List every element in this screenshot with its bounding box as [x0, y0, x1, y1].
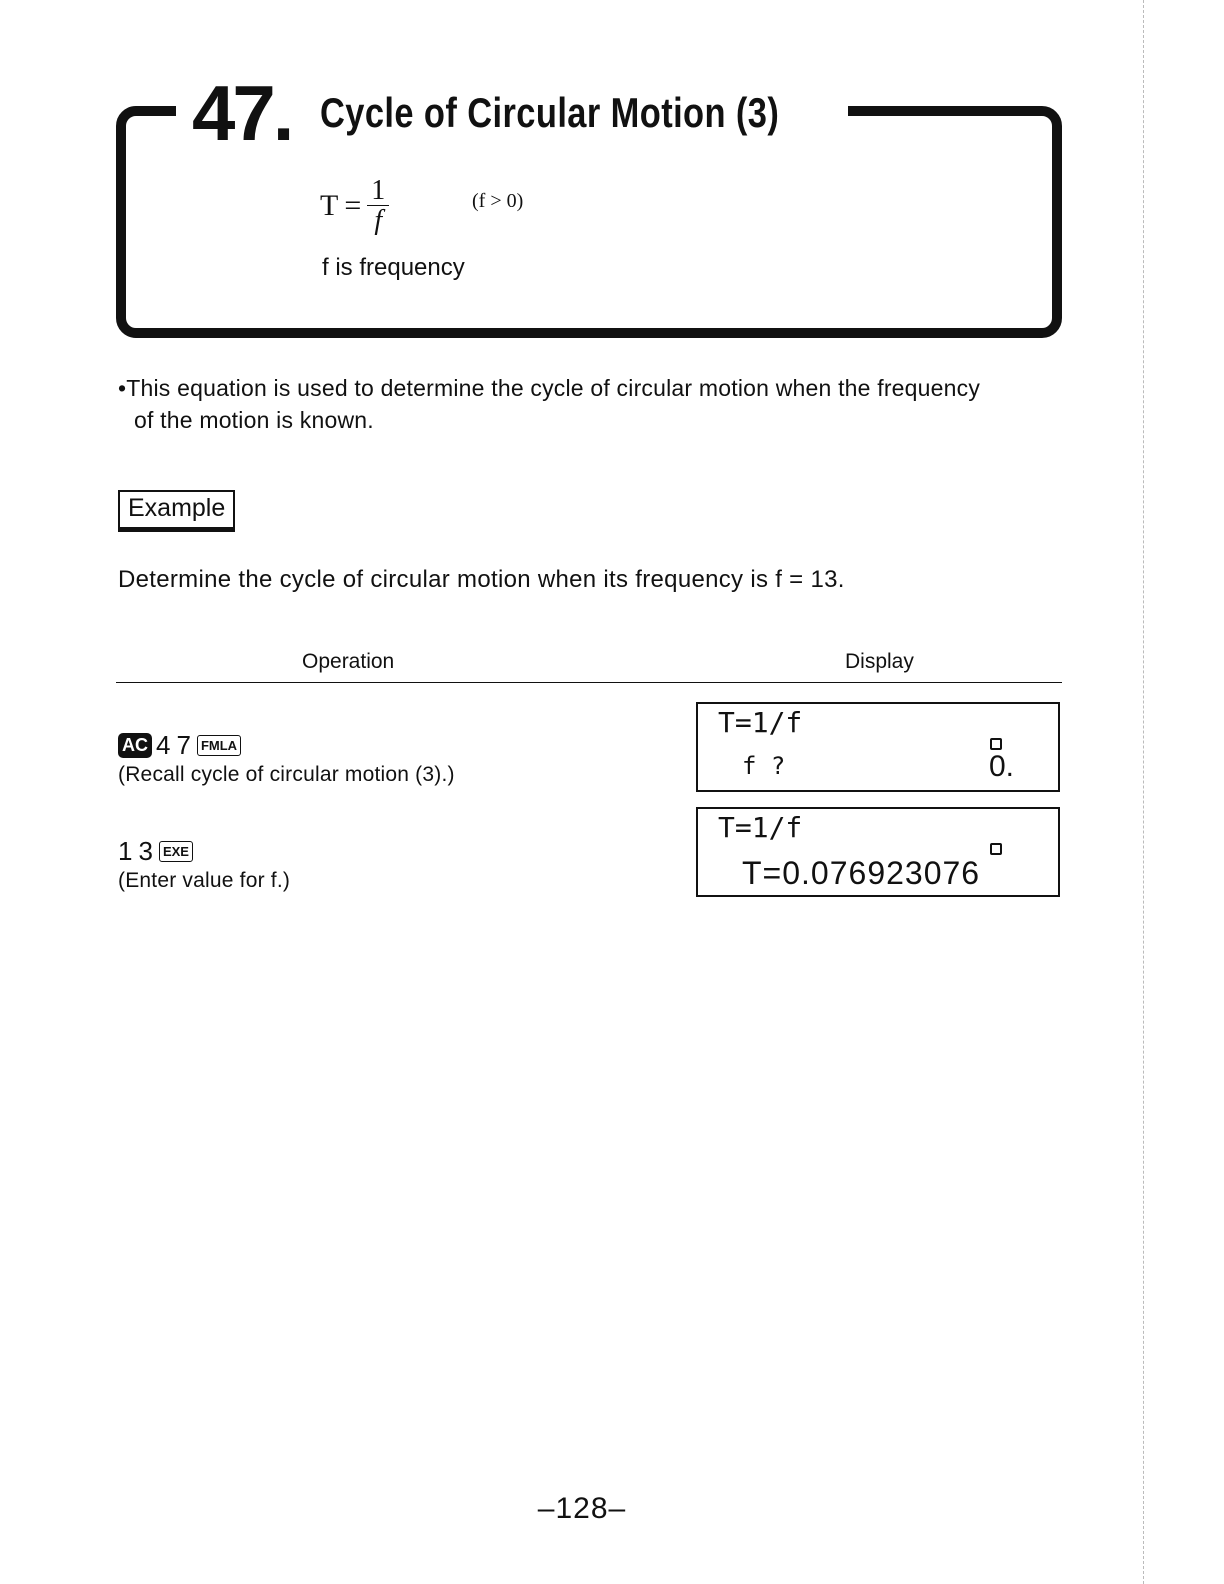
section-title: Cycle of Circular Motion (3): [320, 89, 780, 136]
variable-description: f is frequency: [322, 254, 465, 281]
page-number: –128–: [537, 1492, 627, 1525]
display-header: Display: [845, 650, 914, 673]
display-1-top: T=1/f: [718, 706, 803, 739]
section-number: 47.: [192, 69, 292, 157]
description: [118, 372, 1068, 436]
operation-note-2: (Enter value for f.): [118, 869, 291, 892]
display-2-result: T=0.076923076: [742, 855, 981, 891]
page-edge: [1143, 0, 1146, 1584]
display-screen-1: [696, 702, 1060, 792]
key-1: 1: [118, 836, 135, 866]
formula-lhs: T: [320, 189, 339, 222]
example-question: Determine the cycle of circular motion when its frequency is f = 13.: [118, 566, 845, 593]
operation-header: Operation: [302, 650, 395, 673]
key-3: 3: [138, 836, 155, 866]
formula-numerator: 1: [367, 177, 389, 206]
operation-step-2: [118, 836, 290, 893]
description-line-1: •This equation is used to determine the cycle of circular motion when the frequency: [118, 375, 981, 401]
exe-key: EXE: [159, 841, 193, 862]
operation-step-1: [118, 730, 455, 787]
ac-key: AC: [118, 733, 152, 758]
key-4: 4: [156, 730, 173, 760]
formula-denominator: f: [374, 204, 383, 236]
display-indicator-icon: [990, 738, 1002, 750]
key-7: 7: [176, 730, 193, 760]
display-indicator-icon: [990, 843, 1002, 855]
display-screen-2: [696, 807, 1060, 897]
header-rule: [116, 682, 1062, 683]
operation-note-1: (Recall cycle of circular motion (3).): [118, 763, 455, 786]
display-2-top: T=1/f: [718, 811, 803, 844]
key-sequence-2: [118, 836, 290, 867]
example-label: Example: [118, 490, 235, 532]
description-line-2: of the motion is known.: [134, 407, 374, 433]
display-1-prompt: f ?: [742, 752, 786, 780]
fmla-key: FMLA: [197, 735, 241, 756]
formula: [320, 176, 389, 236]
display-1-value: 0.: [988, 750, 1014, 783]
formula-fraction: [367, 174, 389, 236]
formula-equals: =: [344, 189, 362, 222]
formula-condition: (f > 0): [472, 190, 524, 212]
key-sequence-1: [118, 730, 455, 761]
